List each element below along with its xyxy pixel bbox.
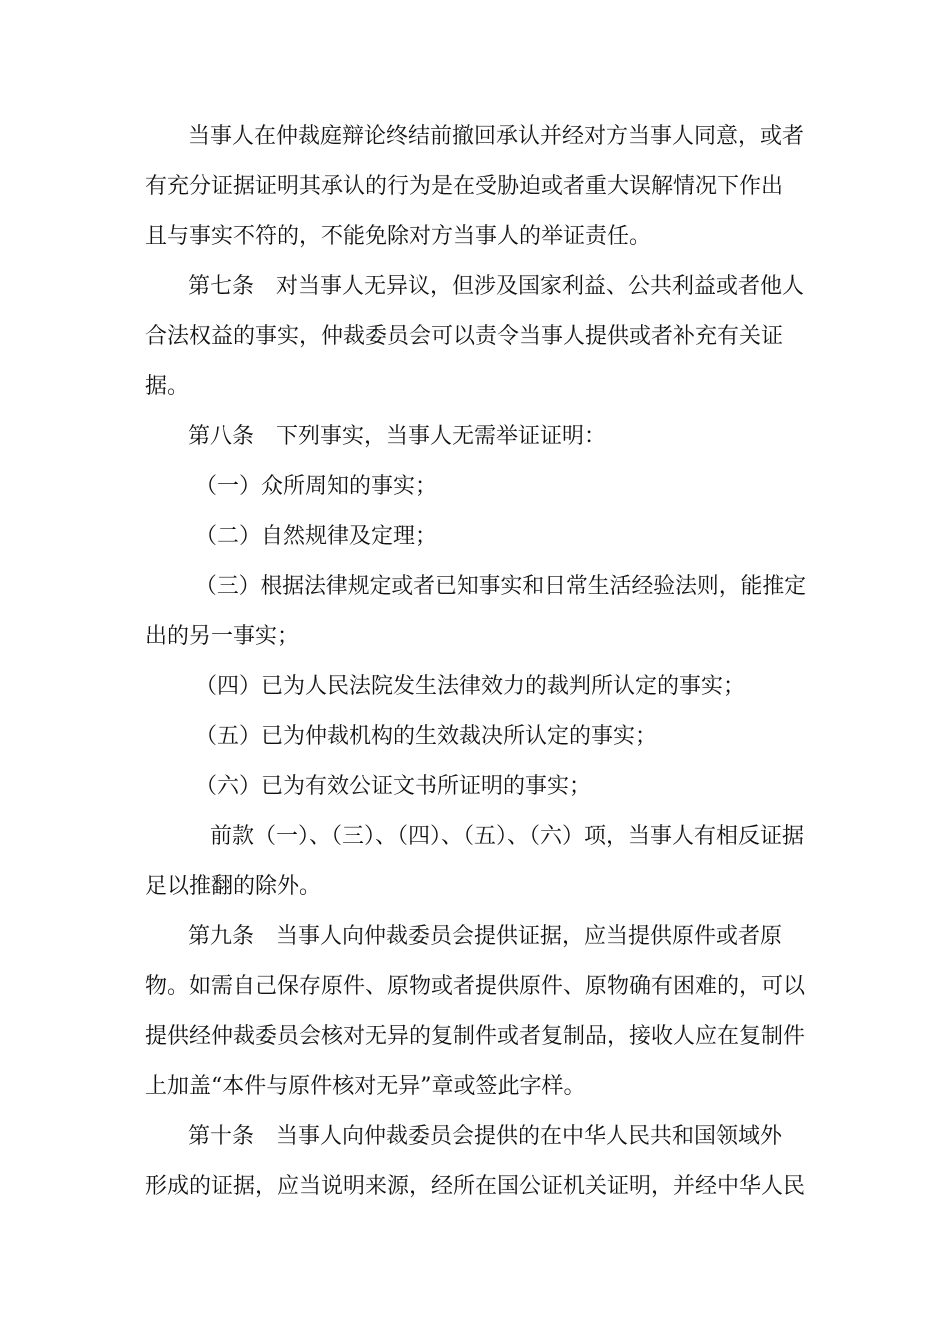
proviso-line: 前款（一）、（三）、（四）、（五）、（六）项，当事人有相反证据 (210, 824, 805, 849)
paragraph-line: 有充分证据证明其承认的行为是在受胁迫或者重大误解情况下作出 (145, 174, 784, 199)
list-item: （五）已为仲裁机构的生效裁决所认定的事实； (195, 724, 658, 749)
list-item-continuation: 出的另一事实； (145, 624, 300, 649)
list-item: （四）已为人民法院发生法律效力的裁判所认定的事实； (195, 674, 746, 699)
paragraph-line: 据。 (145, 374, 190, 399)
list-item: （二）自然规律及定理； (195, 524, 438, 549)
list-item: （三）根据法律规定或者已知事实和日常生活经验法则，能推定 (195, 574, 807, 599)
paragraph-line: 且与事实不符的，不能免除对方当事人的举证责任。 (145, 224, 652, 249)
paragraph-line: 形成的证据，应当说明来源，经所在国公证机关证明，并经中华人民 (145, 1174, 806, 1199)
article-8-heading-line: 第八条 下列事实，当事人无需举证证明： (188, 424, 607, 449)
list-item: （一）众所周知的事实； (195, 474, 438, 499)
paragraph-line: 提供经仲裁委员会核对无异的复制件或者复制品，接收人应在复制件 (145, 1024, 806, 1049)
paragraph-line: 物。如需自己保存原件、原物或者提供原件、原物确有困难的，可以 (145, 974, 806, 999)
paragraph-line: 当事人在仲裁庭辩论终结前撤回承认并经对方当事人同意，或者 (188, 124, 805, 149)
article-9-heading-line: 第九条 当事人向仲裁委员会提供证据，应当提供原件或者原 (188, 924, 783, 949)
article-7-heading-line: 第七条 对当事人无异议，但涉及国家利益、公共利益或者他人 (188, 274, 805, 299)
list-item: （六）已为有效公证文书所证明的事实； (195, 774, 592, 799)
paragraph-line: 上加盖“本件与原件核对无异”章或签此字样。 (145, 1074, 586, 1099)
proviso-line: 足以推翻的除外。 (145, 874, 322, 899)
paragraph-line: 合法权益的事实，仲裁委员会可以责令当事人提供或者补充有关证 (145, 324, 784, 349)
article-10-heading-line: 第十条 当事人向仲裁委员会提供的在中华人民共和国领域外 (188, 1124, 783, 1149)
